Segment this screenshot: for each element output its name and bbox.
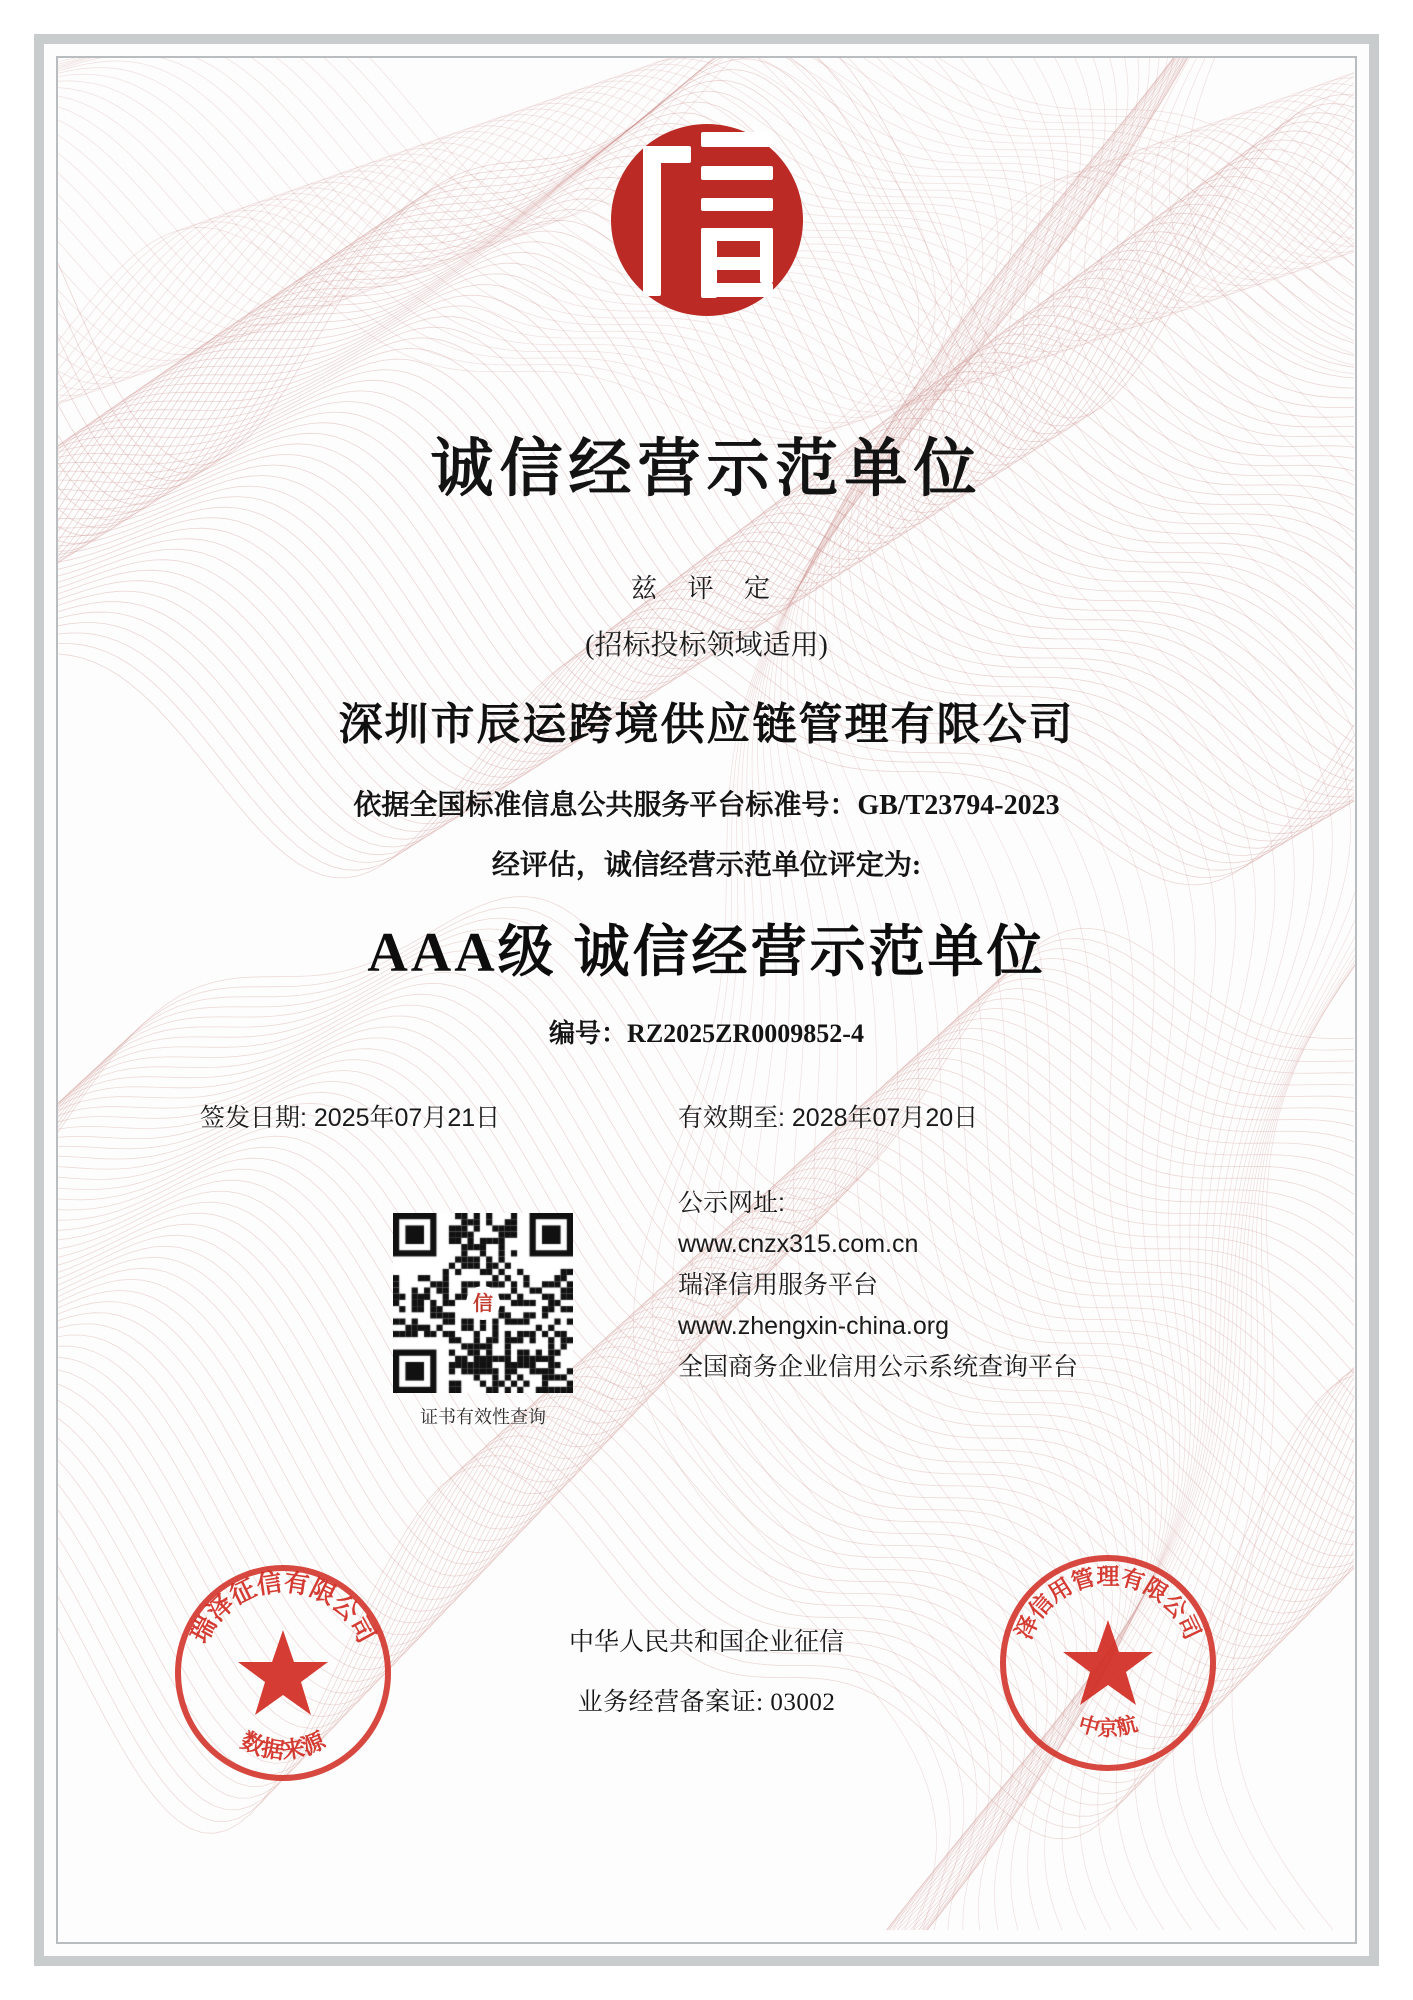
page-title: 诚信经营示范单位	[430, 431, 983, 505]
link-cnzx315[interactable]: www.cnzx315.com.cn	[678, 1230, 919, 1258]
standard-line: 依据全国标准信息公共服务平台标准号：GB/T23794-2023	[353, 790, 1060, 821]
award-label: 兹 评 定	[630, 574, 782, 603]
qr-block	[388, 1213, 578, 1429]
link-zhengxin-china[interactable]: www.zhengxin-china.org	[678, 1312, 949, 1340]
company-name: 深圳市辰运跨境供应链管理有限公司	[338, 700, 1075, 749]
qr-center-char: 信	[473, 1291, 493, 1315]
footer-line-1: 中华人民共和国企业征信	[568, 1629, 844, 1656]
certificate-content	[58, 58, 1355, 1942]
platform-name-ruize: 瑞泽信用服务平台	[678, 1271, 879, 1299]
footer-line-2: 业务经营备案证: 03002	[577, 1689, 836, 1716]
qr-code[interactable]	[393, 1213, 573, 1393]
grade-label: AAA级 诚信经营示范单位	[367, 922, 1046, 984]
scope-label: (招标投标领域适用)	[585, 630, 828, 661]
svg-text:瑞泽征信有限公司: 瑞泽征信有限公司	[184, 1567, 382, 1648]
trust-emblem-icon	[597, 110, 817, 330]
svg-text:数据来源: 数据来源	[236, 1726, 330, 1765]
certificate-number: 编号：RZ2025ZR0009852-4	[549, 1019, 864, 1048]
svg-text:中京航: 中京航	[1075, 1710, 1141, 1741]
svg-text:泽信用管理有限公司: 泽信用管理有限公司	[1010, 1563, 1206, 1644]
platform-name-national: 全国商务企业信用公示系统查询平台	[678, 1353, 1079, 1381]
qr-center-emblem-icon	[466, 1286, 500, 1320]
issue-date: 签发日期: 2025年07月21日	[200, 1104, 501, 1132]
public-query-links	[678, 1183, 1078, 1388]
valid-until-date: 有效期至: 2028年07月20日	[678, 1104, 979, 1132]
links-label: 公示网址:	[678, 1189, 785, 1217]
footer-text	[58, 1613, 1355, 1733]
qr-caption: 证书有效性查询	[420, 1407, 546, 1427]
assessment-line: 经评估，诚信经营示范单位评定为:	[491, 850, 922, 881]
